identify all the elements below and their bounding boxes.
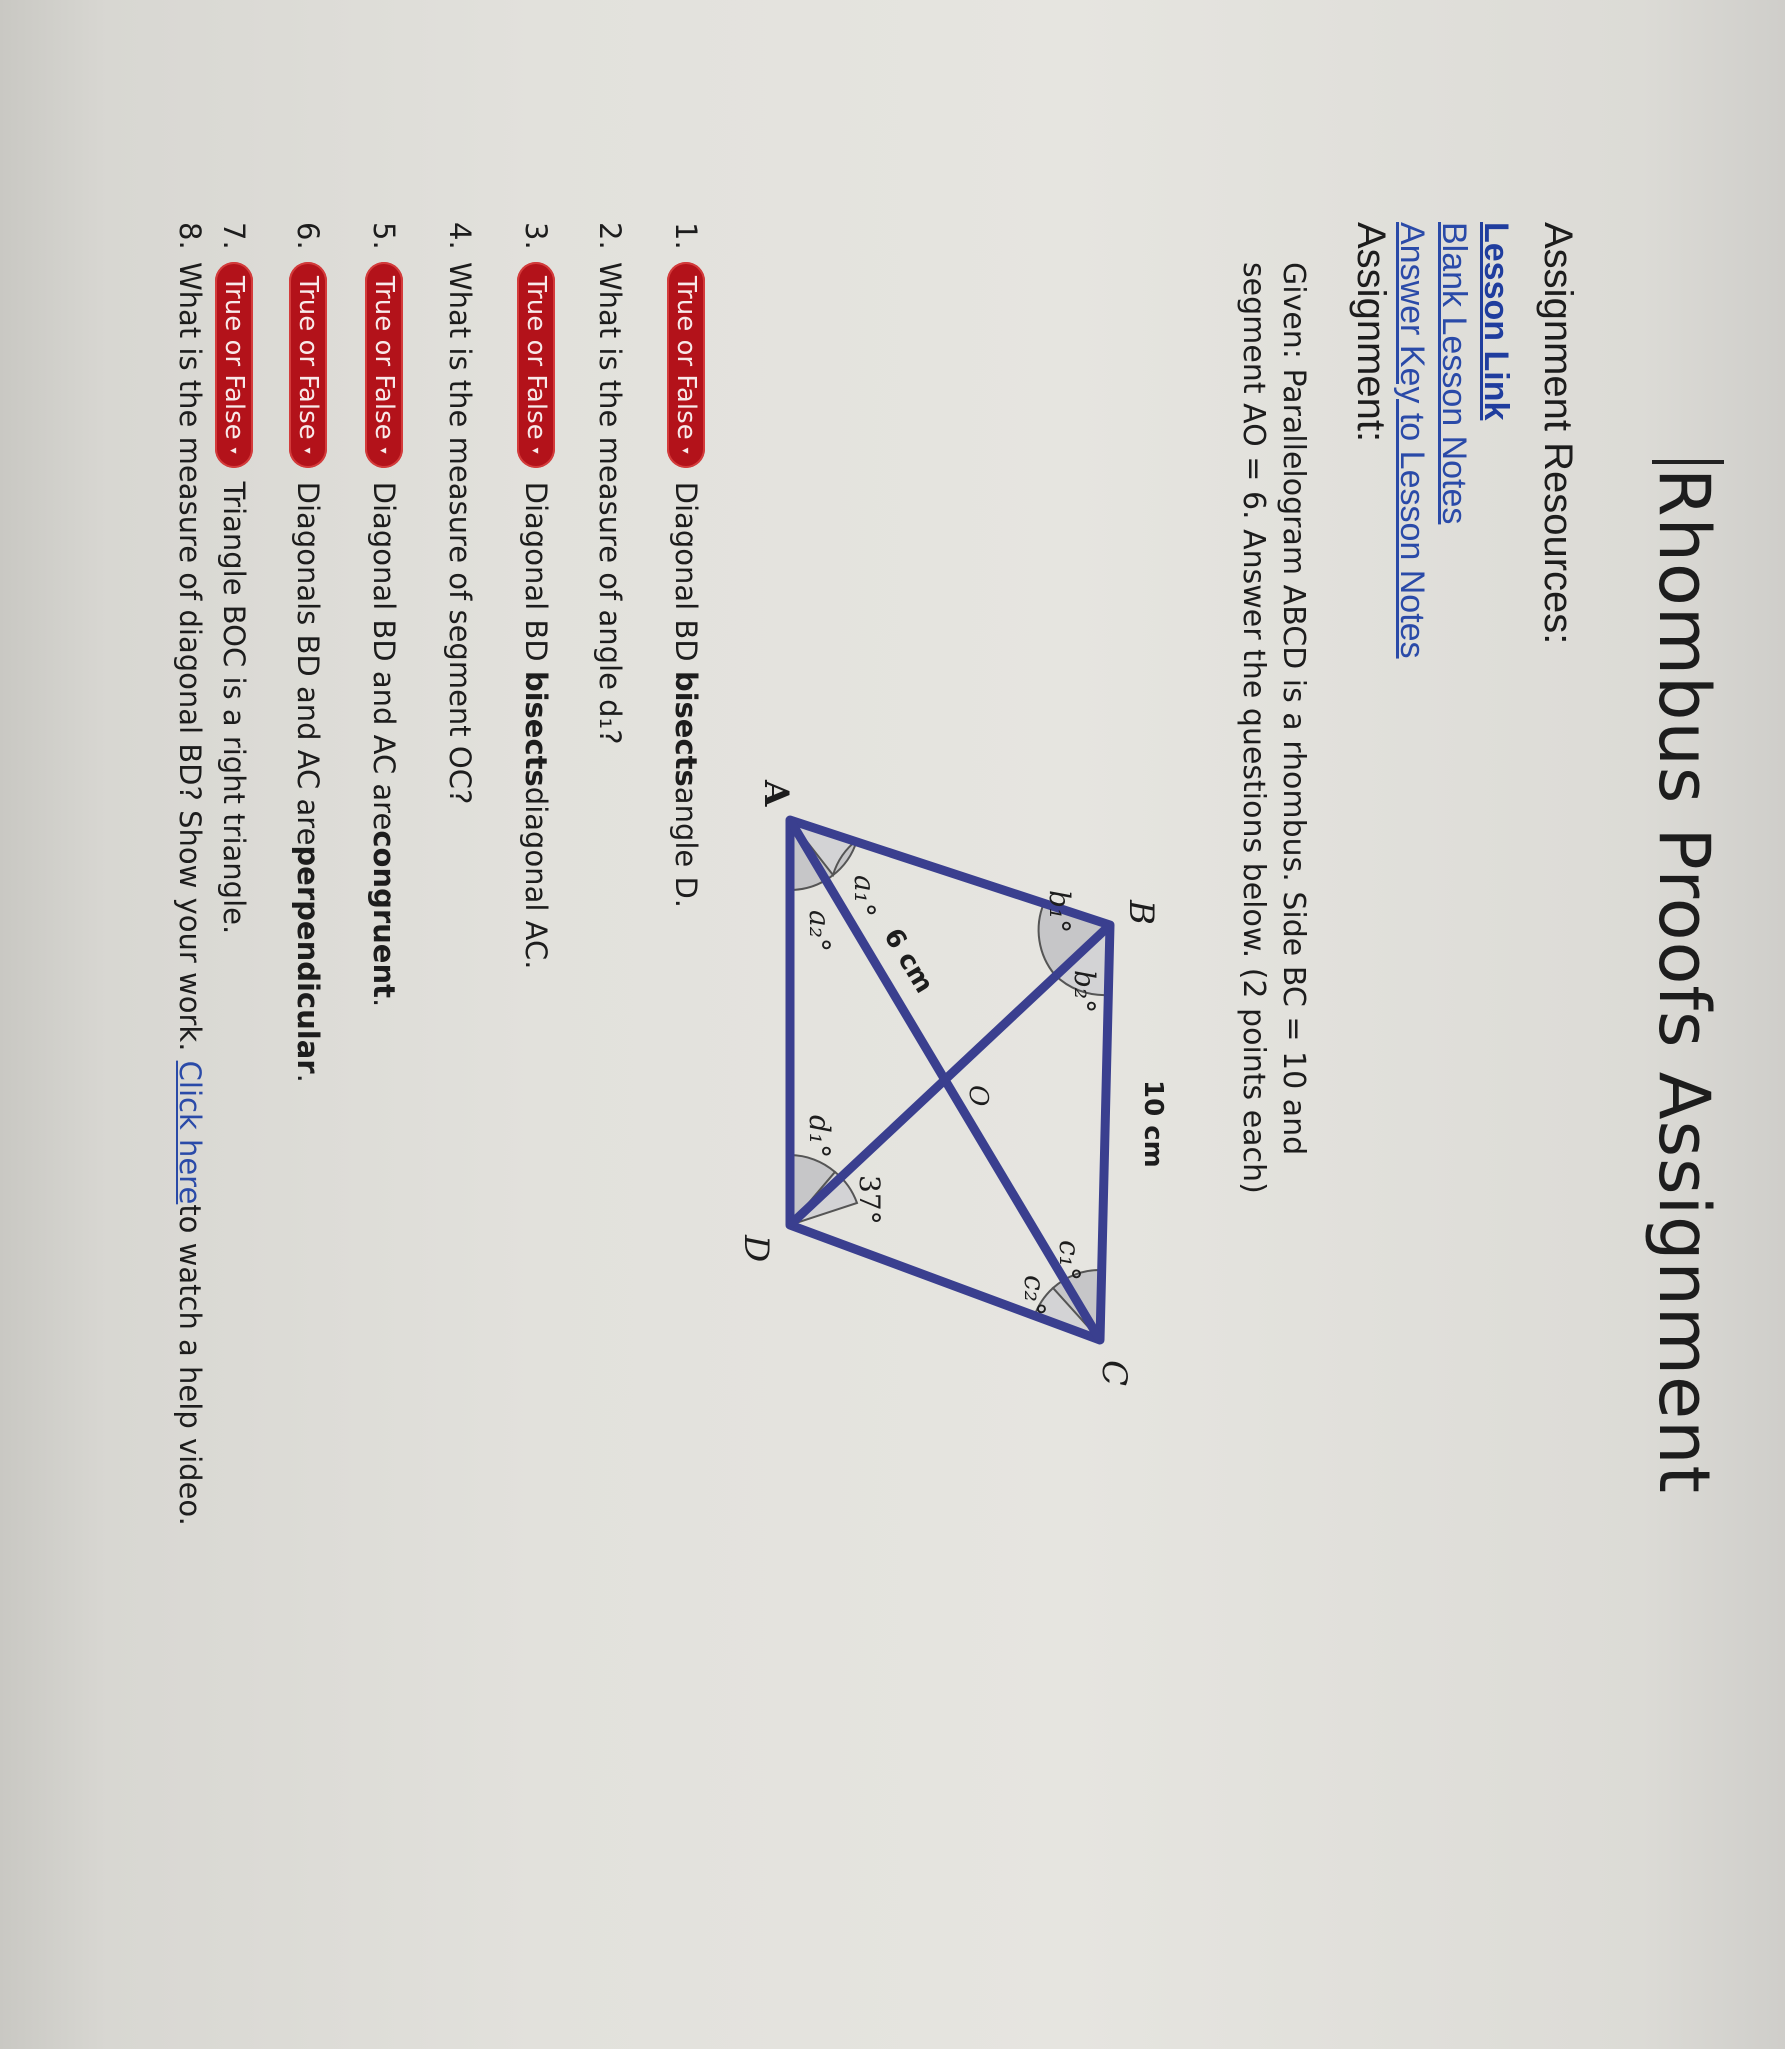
angle-label-c1: c₁° <box>1053 1240 1086 1281</box>
segment-length-label: 6 cm <box>877 923 939 999</box>
angle-label-37: 37° <box>853 1175 886 1225</box>
angle-label-b1: b₁° <box>1043 890 1076 934</box>
text-cursor <box>1652 460 1724 464</box>
resource-links <box>1391 222 1517 659</box>
chevron-down-icon: ▾ <box>529 447 543 454</box>
page-title: Rhombus Proofs Assignment <box>1643 460 1725 1494</box>
lesson-link[interactable]: Lesson Link <box>1477 222 1515 421</box>
true-false-dropdown-7[interactable]: True or False ▾ <box>215 262 253 468</box>
question-4: 4. What is the measure of segment OC? <box>443 222 477 805</box>
vertex-label-a: A <box>756 780 796 807</box>
center-label-o: O <box>963 1085 993 1107</box>
true-false-dropdown-5[interactable]: True or False ▾ <box>365 262 403 468</box>
answer-key-link[interactable]: Answer Key to Lesson Notes <box>1393 222 1431 659</box>
side-length-label: 10 cm <box>1138 1080 1168 1168</box>
blank-lesson-notes-link[interactable]: Blank Lesson Notes <box>1435 222 1473 525</box>
vertex-label-b: B <box>1121 900 1161 925</box>
vertex-label-d: D <box>736 1235 776 1263</box>
resources-heading: Assignment Resources: <box>1536 222 1580 645</box>
angle-label-d1: d₁° <box>803 1115 836 1159</box>
angle-label-a2: a₂° <box>803 910 836 952</box>
question-3: 3. True or False ▾ Diagonal BD bisects diagonal AC. <box>519 222 553 970</box>
help-video-link[interactable]: Click here <box>173 1060 207 1205</box>
vertex-label-c: C <box>1094 1360 1134 1387</box>
true-false-dropdown-3[interactable]: True or False ▾ <box>517 262 555 468</box>
angle-label-b2: b₂° <box>1068 970 1101 1014</box>
assignment-heading: Assignment: <box>1349 222 1393 443</box>
question-2: 2. What is the measure of angle d₁? <box>593 222 627 745</box>
question-1: 1. True or False ▾ Diagonal BD bisects angle D. <box>669 222 703 909</box>
chevron-down-icon: ▾ <box>377 447 391 454</box>
chevron-down-icon: ▾ <box>227 447 241 454</box>
chevron-down-icon: ▾ <box>301 447 315 454</box>
true-false-dropdown-6[interactable]: True or False ▾ <box>289 262 327 468</box>
question-6: 6. True or False ▾ Diagonals BD and AC are perpendicular . <box>291 222 325 1083</box>
angle-label-a1: a₁° <box>848 875 881 917</box>
angle-label-c2: c₂° <box>1018 1275 1051 1316</box>
question-8: 8. What is the measure of diagonal BD? Show your work. Click here to watch a help video. <box>173 222 207 1526</box>
true-false-dropdown-1[interactable]: True or False ▾ <box>667 262 705 468</box>
diagonal-bd <box>790 925 1110 1225</box>
question-7: 7. True or False ▾ Triangle BOC is a right triangle. <box>217 222 251 935</box>
chevron-down-icon: ▾ <box>679 447 693 454</box>
rhombus-diagram <box>725 720 1185 1420</box>
question-5: 5. True or False ▾ Diagonal BD and AC are congruent . <box>367 222 401 1008</box>
given-statement: Given: Parallelogram ABCD is a rhombus. Side BC = 10 and segment AO = 6. Answer the questions below. (2 points each) <box>1236 262 1311 1194</box>
